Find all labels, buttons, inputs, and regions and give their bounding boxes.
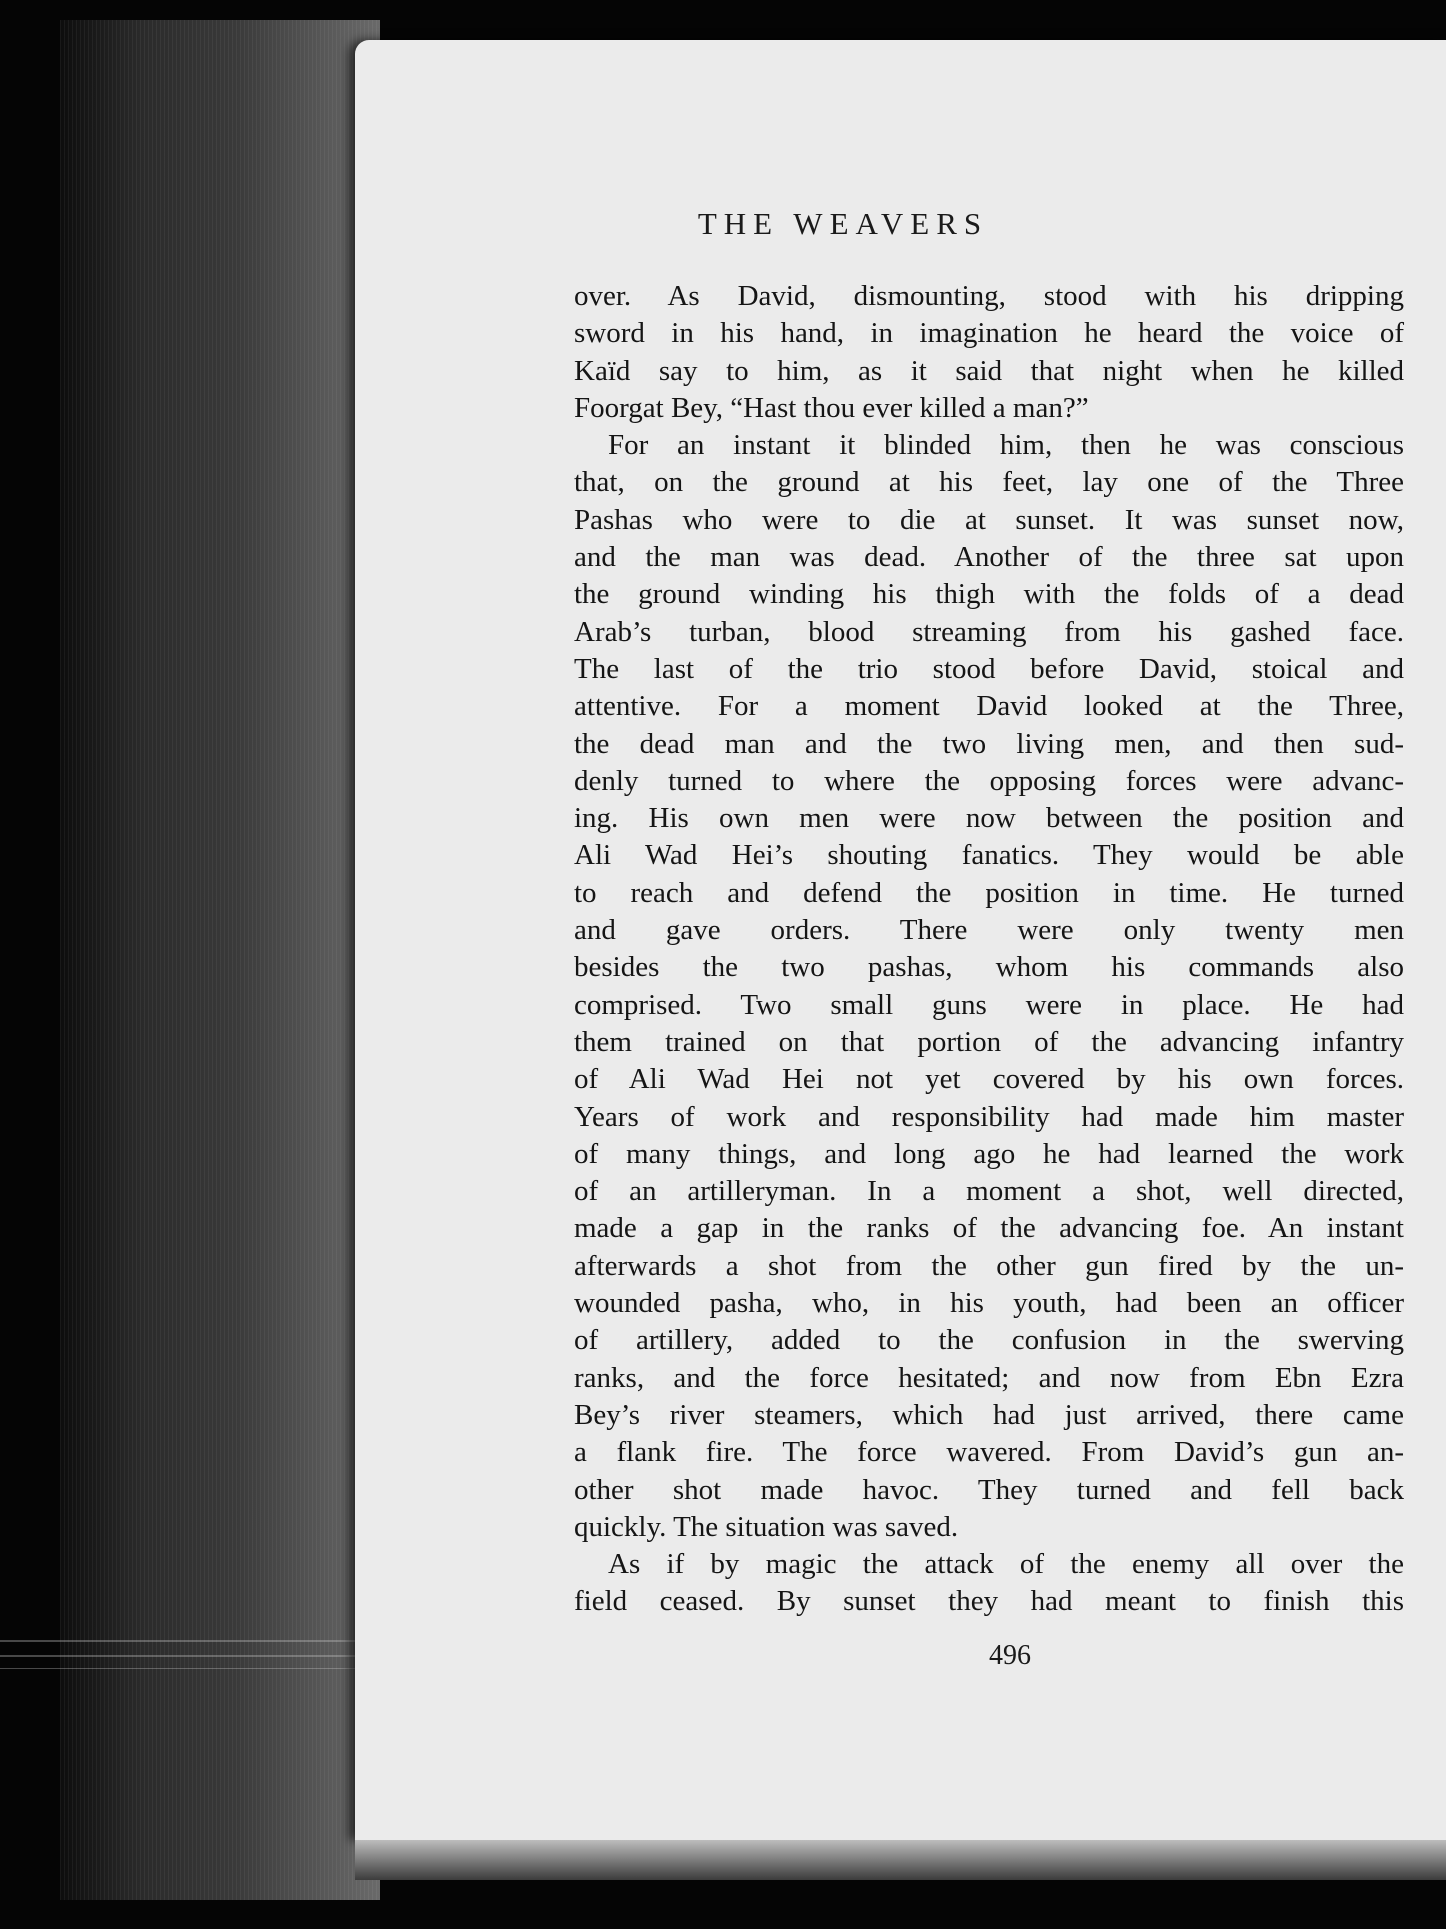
- text-line: of Ali Wad Hei not yet covered by his own forces.: [574, 1063, 1404, 1096]
- text-line: a flank fire. The force wavered. From David’s gun an-: [574, 1436, 1404, 1469]
- text-line: over. As David, dismounting, stood with his dripping: [574, 280, 1404, 312]
- text-line: sword in his hand, in imagination he heard the voice of: [574, 317, 1404, 350]
- edge-scan-line: [0, 1655, 380, 1657]
- page-number: 496: [989, 1640, 1031, 1671]
- text-line: the dead man and the two living men, and then sud-: [574, 727, 1404, 760]
- text-line: attentive. For a moment David looked at the Three,: [574, 690, 1404, 723]
- text-line: made a gap in the ranks of the advancing foe. An instant: [574, 1212, 1404, 1245]
- text-line: The last of the trio stood before David, stoical and: [574, 652, 1404, 685]
- text-line: ranks, and the force hesitated; and now from Ebn Ezra: [574, 1361, 1404, 1394]
- text-line: Ali Wad Hei’s shouting fanatics. They would be able: [574, 839, 1404, 872]
- text-line: quickly. The situation was saved.: [574, 1510, 959, 1543]
- text-line: field ceased. By sunset they had meant to finish this: [574, 1585, 1404, 1618]
- body-text: [574, 278, 1404, 1621]
- text-line: them trained on that portion of the advancing infantry: [574, 1025, 1404, 1058]
- text-line: Arab’s turban, blood streaming from his gashed face.: [574, 615, 1404, 648]
- text-line: As if by magic the attack of the enemy all over the: [608, 1548, 1404, 1581]
- text-line: other shot made havoc. They turned and fell back: [574, 1473, 1404, 1506]
- running-head: THE WEAVERS: [697, 206, 989, 241]
- text-line: that, on the ground at his feet, lay one of the Three: [574, 466, 1404, 499]
- text-line: Foorgat Bey, “Hast thou ever killed a man?”: [574, 391, 1089, 424]
- text-line: besides the two pashas, whom his commands also: [574, 951, 1404, 984]
- text-line: and the man was dead. Another of the three sat upon: [574, 541, 1404, 574]
- text-line: denly turned to where the opposing forces were advanc-: [574, 764, 1404, 797]
- edge-scan-line: [0, 1668, 380, 1669]
- text-line: ing. His own men were now between the position and: [574, 802, 1404, 835]
- edge-scan-line: [0, 1640, 380, 1642]
- text-line: wounded pasha, who, in his youth, had been an officer: [574, 1287, 1404, 1320]
- text-line: of artillery, added to the confusion in the swerving: [574, 1324, 1404, 1357]
- text-line: For an instant it blinded him, then he was conscious: [608, 429, 1404, 462]
- text-line: to reach and defend the position in time. He turned: [574, 876, 1404, 909]
- text-line: of an artilleryman. In a moment a shot, well directed,: [574, 1175, 1404, 1208]
- text-line: Years of work and responsibility had made him master: [574, 1100, 1404, 1133]
- text-line: afterwards a shot from the other gun fired by the un-: [574, 1249, 1404, 1282]
- text-line: of many things, and long ago he had learned the work: [574, 1137, 1404, 1170]
- text-line: Kaïd say to him, as it said that night when he killed: [574, 354, 1404, 387]
- text-line: Bey’s river steamers, which had just arrived, there came: [574, 1398, 1404, 1431]
- text-line: comprised. Two small guns were in place. He had: [574, 988, 1404, 1021]
- text-line: the ground winding his thigh with the folds of a dead: [574, 578, 1404, 611]
- text-line: Pashas who were to die at sunset. It was sunset now,: [574, 503, 1404, 536]
- book-page-edges: [60, 20, 380, 1900]
- text-line: and gave orders. There were only twenty men: [574, 914, 1404, 947]
